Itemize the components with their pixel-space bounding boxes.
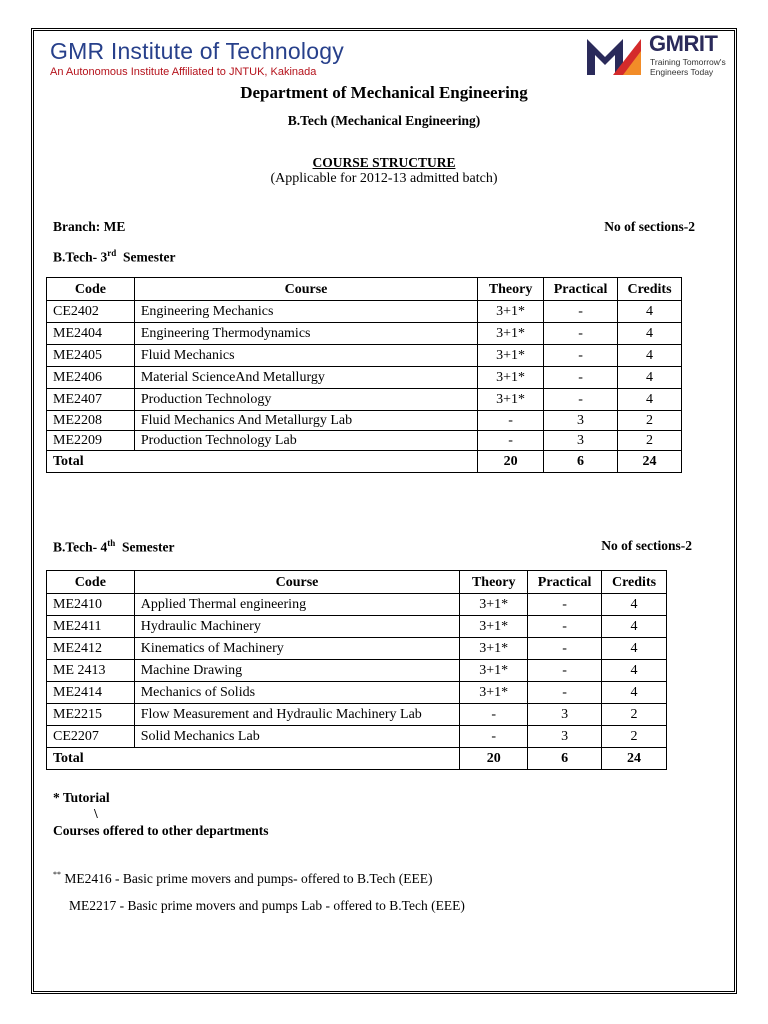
practical-value: -	[528, 638, 602, 660]
theory-value: -	[478, 411, 544, 431]
credits-value: 4	[618, 367, 682, 389]
sem4-sections: No of sections-2	[601, 538, 692, 553]
course-code: ME 2413	[47, 660, 135, 682]
credits-value: 2	[602, 704, 667, 726]
theory-value: 3+1*	[460, 616, 528, 638]
table-header-row	[47, 278, 682, 301]
theory-value: 3+1*	[478, 389, 544, 411]
course-code: ME2208	[47, 411, 135, 431]
sem3-heading-suffix: Semester	[123, 249, 176, 265]
theory-value: 3+1*	[478, 301, 544, 323]
sem4-heading-prefix: B.Tech- 4	[53, 539, 108, 555]
total-label: Total	[47, 451, 478, 473]
header-cell: Practical	[528, 571, 602, 594]
course-code: ME2407	[47, 389, 135, 411]
table-header-row	[47, 571, 667, 594]
credits-value: 2	[618, 411, 682, 431]
theory-value: 3+1*	[478, 367, 544, 389]
course-code: ME2405	[47, 345, 135, 367]
table-row	[47, 704, 667, 726]
sem3-heading-sup: rd	[107, 248, 117, 258]
course-structure-title: COURSE STRUCTURE	[312, 155, 456, 170]
practical-value: 3	[544, 431, 618, 451]
practical-value: -	[544, 367, 618, 389]
course-code: ME2406	[47, 367, 135, 389]
course-code: ME2412	[47, 638, 135, 660]
header-cell: Theory	[478, 278, 544, 301]
practical-value: -	[544, 301, 618, 323]
table-row	[47, 682, 667, 704]
credits-value: 4	[618, 301, 682, 323]
sem4-heading-suffix: Semester	[122, 539, 175, 555]
sem3-course-table	[46, 277, 682, 473]
theory-value: -	[460, 704, 528, 726]
table-row	[47, 431, 682, 451]
table-row	[47, 345, 682, 367]
total-label: Total	[47, 748, 460, 770]
offered-line-1-text: ME2416 - Basic prime movers and pumps- offered to B.Tech (EEE)	[64, 871, 433, 886]
table-row	[47, 389, 682, 411]
table-total-row	[47, 748, 667, 770]
table-row	[47, 726, 667, 748]
logo-tagline: Training Tomorrow's Engineers Today	[650, 57, 726, 77]
table-row	[47, 616, 667, 638]
course-name: Fluid Mechanics And Metallurgy Lab	[134, 411, 477, 431]
theory-value: 3+1*	[460, 594, 528, 616]
table-row	[47, 323, 682, 345]
credits-value: 2	[602, 726, 667, 748]
credits-value: 4	[602, 616, 667, 638]
table-row	[47, 594, 667, 616]
header-cell: Practical	[544, 278, 618, 301]
offered-heading: Courses offered to other departments	[53, 823, 269, 838]
total-practical: 6	[544, 451, 618, 473]
sem4-heading	[53, 538, 175, 556]
theory-value: 3+1*	[478, 323, 544, 345]
total-credits: 24	[602, 748, 667, 770]
course-name: Solid Mechanics Lab	[134, 726, 460, 748]
course-code: ME2410	[47, 594, 135, 616]
header-cell: Code	[47, 278, 135, 301]
practical-value: -	[528, 594, 602, 616]
total-credits: 24	[618, 451, 682, 473]
sem4-heading-sup: th	[107, 538, 116, 548]
course-name: Applied Thermal engineering	[134, 594, 460, 616]
course-name: Material ScienceAnd Metallurgy	[134, 367, 477, 389]
theory-value: 3+1*	[460, 638, 528, 660]
credits-value: 4	[602, 594, 667, 616]
course-code: ME2411	[47, 616, 135, 638]
double-asterisk-marker: **	[53, 870, 61, 879]
header-cell: Credits	[602, 571, 667, 594]
sem4-course-table	[46, 570, 667, 770]
course-code: ME2209	[47, 431, 135, 451]
credits-value: 4	[602, 682, 667, 704]
practical-value: -	[544, 345, 618, 367]
tutorial-note: * Tutorial	[53, 790, 110, 805]
credits-value: 4	[602, 660, 667, 682]
course-name: Production Technology	[134, 389, 477, 411]
table-row	[47, 411, 682, 431]
table-row	[47, 638, 667, 660]
practical-value: 3	[544, 411, 618, 431]
practical-value: -	[528, 682, 602, 704]
course-code: ME2404	[47, 323, 135, 345]
sem3-heading	[53, 248, 176, 266]
offered-line-1	[53, 870, 432, 887]
header-cell: Theory	[460, 571, 528, 594]
course-code: CE2207	[47, 726, 135, 748]
course-name: Engineering Mechanics	[134, 301, 477, 323]
table-row	[47, 660, 667, 682]
course-name: Engineering Thermodynamics	[134, 323, 477, 345]
logo-name: GMRIT	[649, 31, 718, 56]
program-title: B.Tech (Mechanical Engineering)	[287, 113, 481, 128]
course-name: Machine Drawing	[134, 660, 460, 682]
practical-value: 3	[528, 704, 602, 726]
course-name: Hydraulic Machinery	[134, 616, 460, 638]
offered-line-2: ME2217 - Basic prime movers and pumps Lab - offered to B.Tech (EEE)	[69, 898, 465, 913]
institute-name: GMR Institute of Technology	[50, 38, 344, 64]
branch-label: Branch: ME	[53, 219, 126, 234]
practical-value: -	[544, 389, 618, 411]
applicability-note: (Applicable for 2012-13 admitted batch)	[270, 171, 498, 186]
course-code: ME2215	[47, 704, 135, 726]
course-name: Mechanics of Solids	[134, 682, 460, 704]
table-row	[47, 301, 682, 323]
table-total-row	[47, 451, 682, 473]
institute-subtitle: An Autonomous Institute Affiliated to JNTUK, Kakinada	[50, 66, 317, 78]
department-title: Department of Mechanical Engineering	[240, 83, 528, 102]
practical-value: -	[544, 323, 618, 345]
total-theory: 20	[478, 451, 544, 473]
theory-value: 3+1*	[460, 682, 528, 704]
course-name: Flow Measurement and Hydraulic Machinery Lab	[134, 704, 460, 726]
credits-value: 4	[618, 323, 682, 345]
practical-value: -	[528, 616, 602, 638]
header-cell: Course	[134, 278, 477, 301]
course-name: Kinematics of Machinery	[134, 638, 460, 660]
header-cell: Code	[47, 571, 135, 594]
credits-value: 4	[602, 638, 667, 660]
theory-value: -	[478, 431, 544, 451]
theory-value: 3+1*	[478, 345, 544, 367]
backslash-mark: \	[94, 806, 98, 821]
sem3-sections: No of sections-2	[604, 219, 695, 234]
total-theory: 20	[460, 748, 528, 770]
theory-value: 3+1*	[460, 660, 528, 682]
total-practical: 6	[528, 748, 602, 770]
course-code: ME2414	[47, 682, 135, 704]
credits-value: 2	[618, 431, 682, 451]
practical-value: 3	[528, 726, 602, 748]
course-name: Fluid Mechanics	[134, 345, 477, 367]
header-cell: Course	[134, 571, 460, 594]
credits-value: 4	[618, 345, 682, 367]
credits-value: 4	[618, 389, 682, 411]
sem3-heading-prefix: B.Tech- 3	[53, 249, 108, 265]
table-row	[47, 367, 682, 389]
practical-value: -	[528, 660, 602, 682]
header-cell: Credits	[618, 278, 682, 301]
theory-value: -	[460, 726, 528, 748]
course-code: CE2402	[47, 301, 135, 323]
course-name: Production Technology Lab	[134, 431, 477, 451]
